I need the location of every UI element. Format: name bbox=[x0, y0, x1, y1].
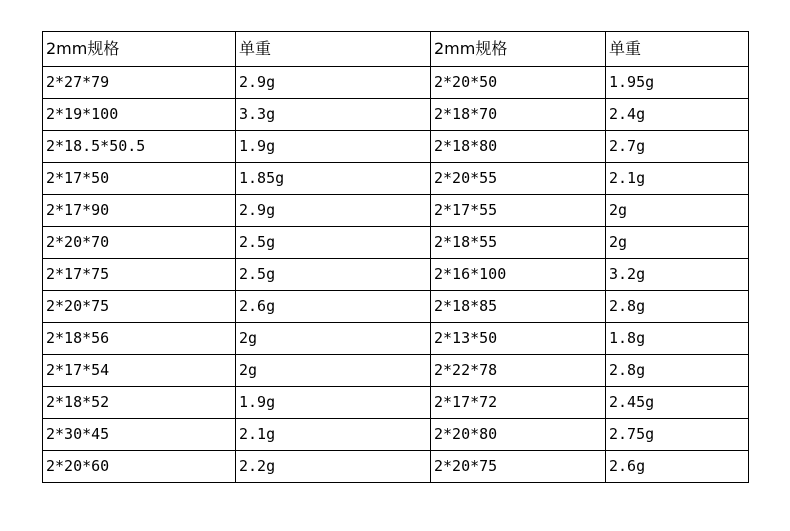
weight-right-cell: 3.2g bbox=[606, 259, 749, 291]
spec-left-cell: 2*20*70 bbox=[43, 227, 236, 259]
table-row bbox=[43, 195, 749, 227]
weight-left-cell: 1.9g bbox=[236, 387, 431, 419]
header-spec-left: 2mm规格 bbox=[43, 32, 236, 67]
table-row bbox=[43, 291, 749, 323]
table-row bbox=[43, 387, 749, 419]
weight-left-cell: 2.1g bbox=[236, 419, 431, 451]
spec-left-cell: 2*19*100 bbox=[43, 99, 236, 131]
spec-right-cell: 2*18*80 bbox=[431, 131, 606, 163]
spec-left-cell: 2*30*45 bbox=[43, 419, 236, 451]
weight-right-cell: 2.1g bbox=[606, 163, 749, 195]
weight-left-cell: 2.5g bbox=[236, 259, 431, 291]
table-row bbox=[43, 323, 749, 355]
weight-left-cell: 2.2g bbox=[236, 451, 431, 483]
spec-left-cell: 2*20*75 bbox=[43, 291, 236, 323]
weight-right-cell: 2.75g bbox=[606, 419, 749, 451]
weight-left-cell: 2g bbox=[236, 355, 431, 387]
weight-left-cell: 3.3g bbox=[236, 99, 431, 131]
spec-right-cell: 2*18*85 bbox=[431, 291, 606, 323]
table-row bbox=[43, 99, 749, 131]
header-weight-right: 单重 bbox=[606, 32, 749, 67]
weight-left-cell: 2.6g bbox=[236, 291, 431, 323]
weight-right-cell: 2.45g bbox=[606, 387, 749, 419]
spec-right-cell: 2*20*80 bbox=[431, 419, 606, 451]
header-row bbox=[43, 32, 749, 67]
table-row bbox=[43, 227, 749, 259]
weight-left-cell: 1.9g bbox=[236, 131, 431, 163]
spec-right-cell: 2*20*50 bbox=[431, 67, 606, 99]
spec-right-cell: 2*22*78 bbox=[431, 355, 606, 387]
table-row bbox=[43, 451, 749, 483]
weight-left-cell: 2.5g bbox=[236, 227, 431, 259]
spec-left-cell: 2*17*50 bbox=[43, 163, 236, 195]
weight-left-cell: 2.9g bbox=[236, 195, 431, 227]
spec-left-cell: 2*17*90 bbox=[43, 195, 236, 227]
spec-left-cell: 2*17*54 bbox=[43, 355, 236, 387]
weight-right-cell: 2g bbox=[606, 195, 749, 227]
table-body bbox=[43, 32, 749, 483]
spec-right-cell: 2*18*70 bbox=[431, 99, 606, 131]
spec-left-cell: 2*18*52 bbox=[43, 387, 236, 419]
spec-right-cell: 2*16*100 bbox=[431, 259, 606, 291]
weight-right-cell: 1.8g bbox=[606, 323, 749, 355]
spec-weight-table bbox=[42, 31, 749, 483]
weight-right-cell: 1.95g bbox=[606, 67, 749, 99]
weight-left-cell: 1.85g bbox=[236, 163, 431, 195]
spec-right-cell: 2*13*50 bbox=[431, 323, 606, 355]
table-row bbox=[43, 67, 749, 99]
table-row bbox=[43, 419, 749, 451]
weight-right-cell: 2.7g bbox=[606, 131, 749, 163]
weight-left-cell: 2.9g bbox=[236, 67, 431, 99]
spec-left-cell: 2*18.5*50.5 bbox=[43, 131, 236, 163]
spec-right-cell: 2*17*72 bbox=[431, 387, 606, 419]
header-spec-right: 2mm规格 bbox=[431, 32, 606, 67]
weight-right-cell: 2g bbox=[606, 227, 749, 259]
spec-left-cell: 2*18*56 bbox=[43, 323, 236, 355]
spec-right-cell: 2*17*55 bbox=[431, 195, 606, 227]
weight-right-cell: 2.8g bbox=[606, 355, 749, 387]
weight-right-cell: 2.8g bbox=[606, 291, 749, 323]
spec-left-cell: 2*27*79 bbox=[43, 67, 236, 99]
spec-right-cell: 2*20*75 bbox=[431, 451, 606, 483]
spec-left-cell: 2*17*75 bbox=[43, 259, 236, 291]
weight-right-cell: 2.6g bbox=[606, 451, 749, 483]
table-row bbox=[43, 355, 749, 387]
table-row bbox=[43, 163, 749, 195]
spec-right-cell: 2*20*55 bbox=[431, 163, 606, 195]
table-row bbox=[43, 259, 749, 291]
spec-right-cell: 2*18*55 bbox=[431, 227, 606, 259]
spec-left-cell: 2*20*60 bbox=[43, 451, 236, 483]
table-row bbox=[43, 131, 749, 163]
weight-left-cell: 2g bbox=[236, 323, 431, 355]
weight-right-cell: 2.4g bbox=[606, 99, 749, 131]
header-weight-left: 单重 bbox=[236, 32, 431, 67]
